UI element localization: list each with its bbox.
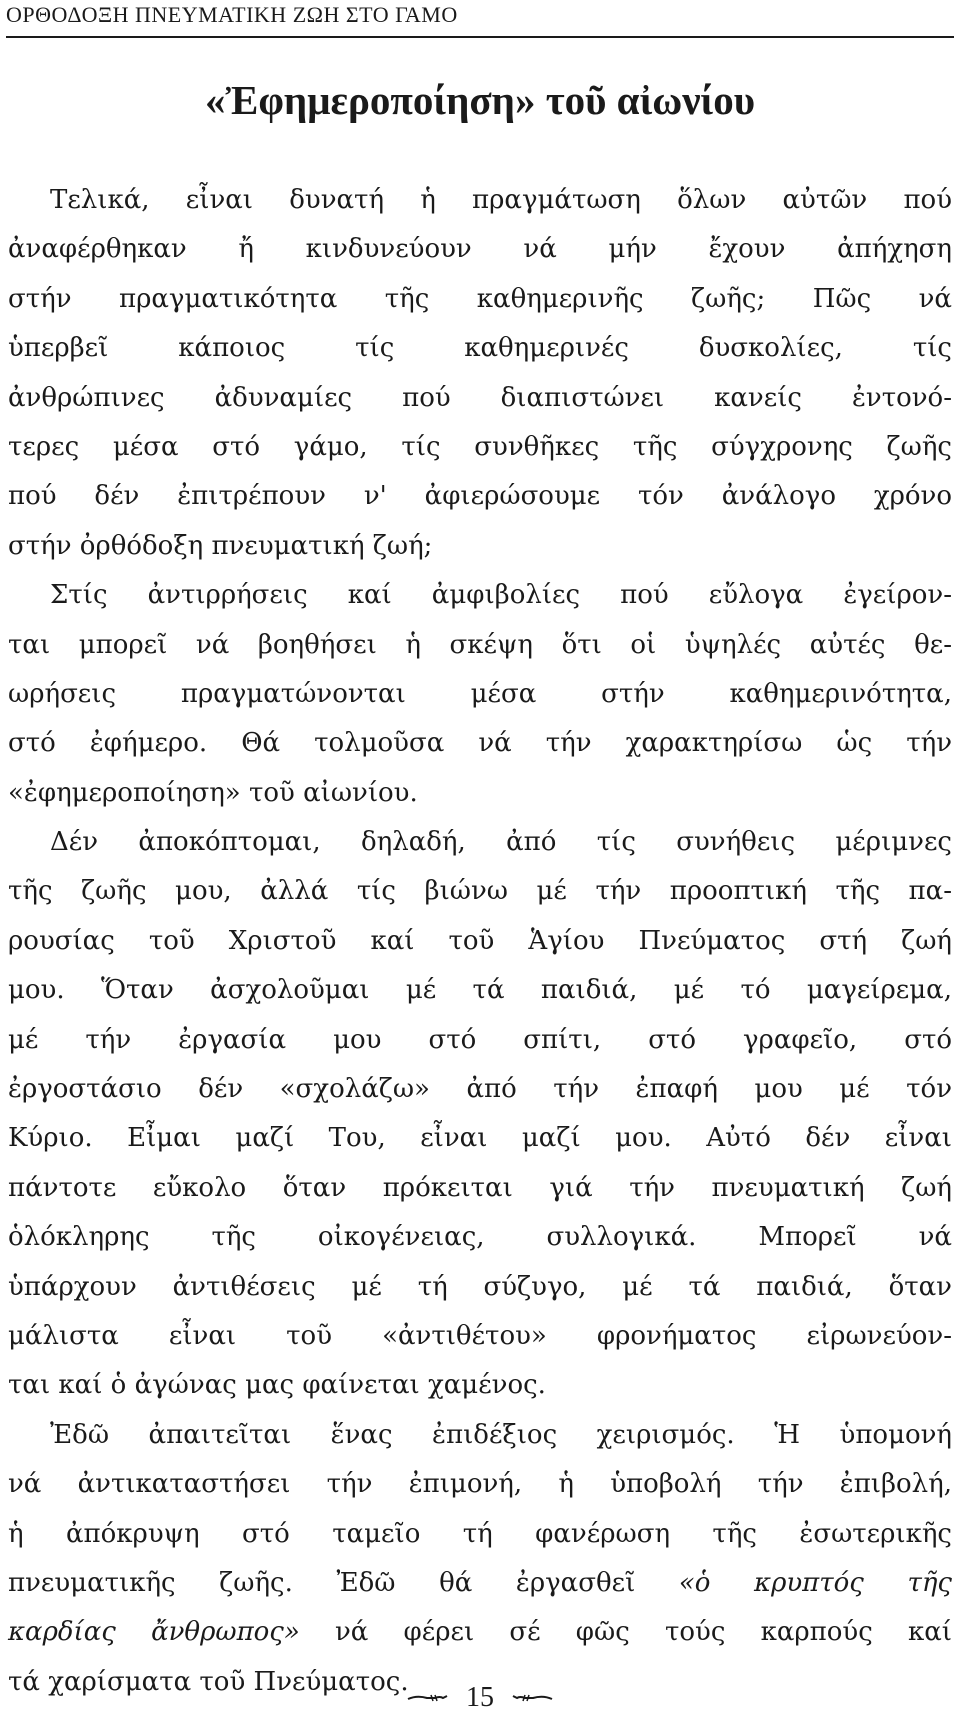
text-run: νά φέρει σέ φῶς τούς καρπούς καί [299,1617,952,1648]
text-line: νά ἀντικαταστήσει τήν ἐπιμονή, ἡ ὑποβολή τήν ἐπιβολή, [8,1469,952,1500]
text-line: τῆς ζωῆς μου, ἀλλά τίς βιώνω μέ τήν προοπτική τῆς πα- [8,876,952,907]
text-line: Στίς ἀντιρρήσεις καί ἀμφιβολίες πού εὔλογα ἐγείρον- [50,580,952,611]
text-line: πού δέν ἐπιτρέπουν ν' ἀφιερώσουμε τόν ἀνάλογο χρόνο [8,481,952,512]
text-line: ὑπάρχουν ἀντιθέσεις μέ τή σύζυγο, μέ τά παιδιά, ὅταν [8,1271,952,1302]
text-line: μέ τήν ἐργασία μου στό σπίτι, στό γραφεῖο, στό [8,1024,952,1055]
page-number: 15 [466,1682,494,1713]
running-header-title: ΟΡΘΟΔΟΞΗ ΠΝΕΥΜΑΤΙΚΗ ΖΩΗ ΣΤΟ ΓΑΜΟ [6,2,458,27]
text-line: ἀναφέρθηκαν ἤ κινδυνεύουν νά μήν ἔχουν ἀπήχηση [8,234,952,265]
right-ornament-icon [511,1693,553,1703]
text-line [8,1608,952,1657]
body-text [8,176,952,1707]
text-line: ἀνθρώπινες ἀδυναμίες πού διαπιστώνει κανείς ἐντονό- [8,382,952,413]
text-line: στό ἐφήμερο. Θά τολμοῦσα νά τήν χαρακτηρίσω ὡς τήν [8,728,952,759]
text-line: μάλιστα εἶναι τοῦ «ἀντιθέτου» φρονήματος εἰρωνεύον- [8,1320,952,1351]
text-line: ται καί ὁ ἀγώνας μας φαίνεται χαμένος. [8,1370,546,1401]
text-line: ὁλόκληρης τῆς οἰκογένειας, συλλογικά. Μπορεῖ νά [8,1222,952,1253]
page-footer [0,1682,960,1714]
text-run: πνευματικῆς ζωῆς. Ἐδῶ θά ἐργασθεῖ [8,1567,679,1598]
text-line: στήν πραγματικότητα τῆς καθημερινῆς ζωῆς; Πῶς νά [8,283,952,314]
running-header [6,0,954,38]
text-line: ἐργοστάσιο δέν «σχολάζω» ἀπό τήν ἐπαφή μου μέ τόν [8,1074,952,1105]
left-ornament-icon [407,1693,449,1703]
text-line: μου. Ὅταν ἀσχολοῦμαι μέ τά παιδιά, μέ τό μαγείρεμα, [8,975,952,1006]
text-line: ὑπερβεῖ κάποιος τίς καθημερινές δυσκολίες, τίς [8,333,952,364]
text-line: ἡ ἀπόκρυψη στό ταμεῖο τή φανέρωση τῆς ἐσωτερικῆς [8,1518,952,1549]
text-line: τά χαρίσματα τοῦ Πνεύματος. [8,1666,409,1697]
text-line: στήν ὀρθόδοξη πνευματική ζωή; [8,530,433,561]
text-line: Τελικά, εἶναι δυνατή ἡ πραγμάτωση ὅλων αὐτῶν πού [50,185,952,215]
text-line: πάντοτε εὔκολο ὅταν πρόκειται γιά τήν πνευματική ζωή [8,1172,952,1203]
italic-quote-run: καρδίας ἄνθρωπος» [8,1617,300,1648]
text-line: Ἐδῶ ἀπαιτεῖται ἕνας ἐπιδέξιος χειρισμός. Ἡ ὑπομονή [50,1419,952,1450]
italic-quote-run: «ὁ κρυπτός τῆς [678,1567,952,1598]
text-line: ρουσίας τοῦ Χριστοῦ καί τοῦ Ἁγίου Πνεύματος στή ζωή [8,925,952,956]
text-line: Δέν ἀποκόπτομαι, δηλαδή, ἀπό τίς συνήθεις μέριμνες [50,827,952,858]
text-line: «ἐφημεροποίηση» τοῦ αἰωνίου. [8,777,418,808]
text-line: ται μπορεῖ νά βοηθήσει ἡ σκέψη ὅτι οἱ ὑψηλές αὐτές θε- [8,629,952,660]
text-line [8,1559,952,1608]
text-line: Κύριο. Εἶμαι μαζί Του, εἶναι μαζί μου. Αὐτό δέν εἶναι [8,1123,952,1154]
chapter-title: «Ἐφημεροποίηση» τοῦ αἰωνίου [204,77,756,123]
text-line: τερες μέσα στό γάμο, τίς συνθῆκες τῆς σύγχρονης ζωῆς [8,431,952,462]
text-line: ωρήσεις πραγματώνονται μέσα στήν καθημερινότητα, [8,678,952,709]
